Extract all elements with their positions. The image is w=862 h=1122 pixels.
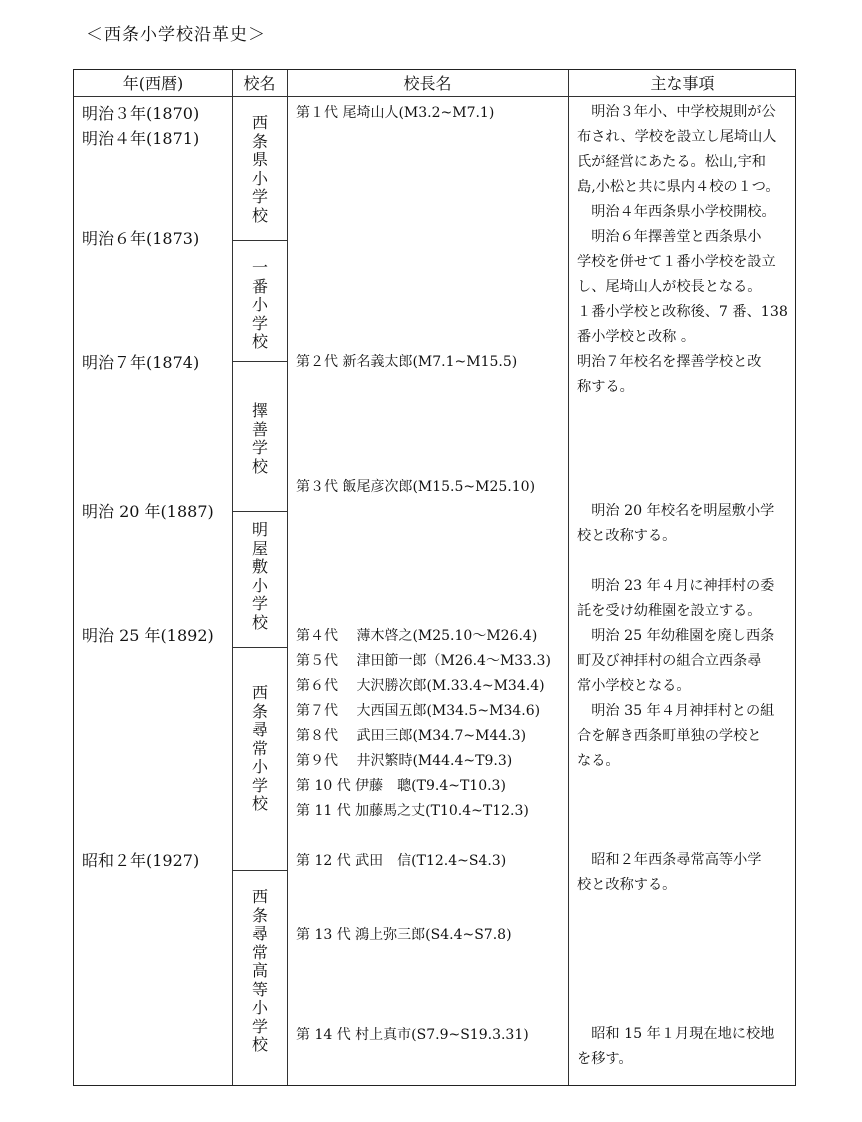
school-name-char: 西 [251,683,268,702]
school-name [233,521,287,632]
year-cell: 明治７年(1874) [82,353,200,372]
event-line: 氏が経営にあたる。松山,宇和 [577,154,766,170]
school-divider [232,240,287,241]
history-table [73,69,796,1086]
event-line: 常小学校となる。 [577,678,691,694]
school-divider [232,361,287,362]
school-name-char: 敷 [251,557,268,576]
event-line: １番小学校と改称後、7 番、138 [577,304,788,320]
event-line: 明治３年小、中学校規則が公 [577,104,776,120]
school-name-char: 学 [251,1016,268,1036]
event-line: 布され、学校を設立し尾埼山人 [577,129,777,145]
school-name-char: 屋 [251,538,268,558]
school-name-char: 明 [251,520,268,539]
principal-entry: 第 14 代 村上真市(S7.9~S19.3.31) [296,1027,529,1043]
school-name-char: 校 [251,332,268,351]
school-name [233,888,287,1055]
event-line: 番小学校と改称 。 [577,329,696,345]
event-line: 明治７年校名を擇善学校と改 [577,354,762,370]
school-name-char: 校 [251,456,268,476]
school-name-char: 条 [251,905,268,925]
school-name-char: 高 [251,961,268,980]
event-line: なる。 [577,753,620,769]
school-name-char: 小 [251,295,268,314]
event-line: し、尾埼山人が校長となる。 [577,279,762,295]
event-line: 明治 35 年４月神拝村との組 [577,703,775,719]
school-name [233,259,287,352]
school-name-char: 一 [251,258,268,277]
event-line: 明治 23 年４月に神拝村の委 [577,578,775,594]
event-line: 託を受け幼稚園を設立する。 [577,603,762,619]
school-divider [232,511,287,512]
year-cell: 明治 25 年(1892) [82,626,214,645]
principal-entry: 第２代 新名義太郎(M7.1~M15.5) [296,354,518,370]
principal-entry: 第８代 武田三郎(M34.7~M44.3) [296,728,527,744]
principal-entry: 第 12 代 武田 信(T12.4~S4.3) [296,853,507,869]
event-line: 明治６年擇善堂と西条県小 [577,229,762,245]
school-name-char: 常 [251,942,268,962]
school-name-char: 県 [251,150,268,169]
school-name-char: 善 [251,419,268,439]
school-name-char: 等 [251,979,268,999]
event-line: 昭和 15 年１月現在地に校地 [577,1026,775,1042]
year-cell: 昭和２年(1927) [82,851,200,870]
school-name-char: 小 [251,575,268,595]
school-name-char: 番 [251,276,268,296]
principal-entry: 第１代 尾埼山人(M3.2~M7.1) [296,105,495,121]
column-divider [568,70,569,1085]
school-name-char: 尋 [251,924,268,943]
principal-entry: 第７代 大西国五郎(M34.5~M34.6) [296,703,541,719]
school-divider [232,647,287,648]
principal-entry: 第９代 井沢繁時(M44.4~T9.3) [296,753,513,769]
school-name-char: 西 [251,887,268,906]
principal-entry: 第６代 大沢勝次郎(M.33.4~M34.4) [296,678,545,694]
principal-entry: 第 11 代 加藤馬之丈(T10.4~T12.3) [296,803,529,819]
event-line: 島,小松と共に県内４校の１つ。 [577,179,780,195]
page-title: ＜西条小学校沿革史＞ [86,25,266,45]
principal-entry: 第３代 飯尾彦次郎(M15.5~M25.10) [296,479,536,495]
school-name-char: 学 [251,438,268,457]
school-name-char: 条 [251,131,268,151]
school-name-char: 学 [251,313,268,333]
school-name-char: 小 [251,757,268,776]
event-line: 町及び神拝村の組合立西条尋 [577,653,762,669]
school-name-char: 条 [251,701,268,721]
event-line: 校と改称する。 [577,877,677,893]
school-name-char: 校 [251,1035,268,1054]
year-cell: 明治 20 年(1887) [82,502,214,521]
school-name [233,114,287,225]
school-name-char: 学 [251,187,268,206]
school-name-char: 学 [251,775,268,795]
event-line: 昭和２年西条尋常高等小学 [577,852,762,868]
school-name-char: 常 [251,738,268,758]
school-name [233,684,287,814]
event-line: 合を解き西条町単独の学校と [577,728,762,744]
principal-entry: 第５代 津田節一郎（M26.4～M33.3) [296,653,551,669]
event-line: 明治 20 年校名を明屋敷小学 [577,503,775,519]
school-name-char: 小 [251,998,268,1017]
event-line: 学校を併せて１番小学校を設立 [577,254,776,270]
year-cell: 明治３年(1870) [82,104,200,123]
principal-entry: 第 10 代 伊藤 聰(T9.4~T10.3) [296,778,506,794]
event-line: 明治４年西条県小学校開校。 [577,204,776,220]
school-name [233,402,287,476]
event-line: 校と改称する。 [577,528,677,544]
school-name-char: 校 [251,612,268,632]
school-name-char: 校 [251,794,268,813]
header-principal: 校長名 [403,74,452,93]
school-name-char: 校 [251,205,268,225]
year-cell: 明治６年(1873) [82,229,200,248]
event-line: を移す。 [577,1051,633,1067]
school-name-char: 尋 [251,720,268,739]
header-year: 年(西暦) [122,74,184,93]
principal-entry: 第４代 薄木啓之(M25.10～M26.4) [296,628,538,644]
school-name-char: 擇 [251,401,268,420]
school-name-char: 学 [251,594,268,613]
event-line: 明治 25 年幼稚園を廃し西条 [577,628,775,644]
year-cell: 明治４年(1871) [82,129,200,148]
header-school: 校名 [243,74,276,93]
event-line: 称する。 [577,379,634,395]
header-events: 主な事項 [650,74,715,93]
school-name-char: 西 [251,113,268,132]
school-name-char: 小 [251,168,268,188]
principal-entry: 第 13 代 鴻上弥三郎(S4.4~S7.8) [296,927,512,943]
school-divider [232,870,287,871]
column-divider [287,70,288,1085]
